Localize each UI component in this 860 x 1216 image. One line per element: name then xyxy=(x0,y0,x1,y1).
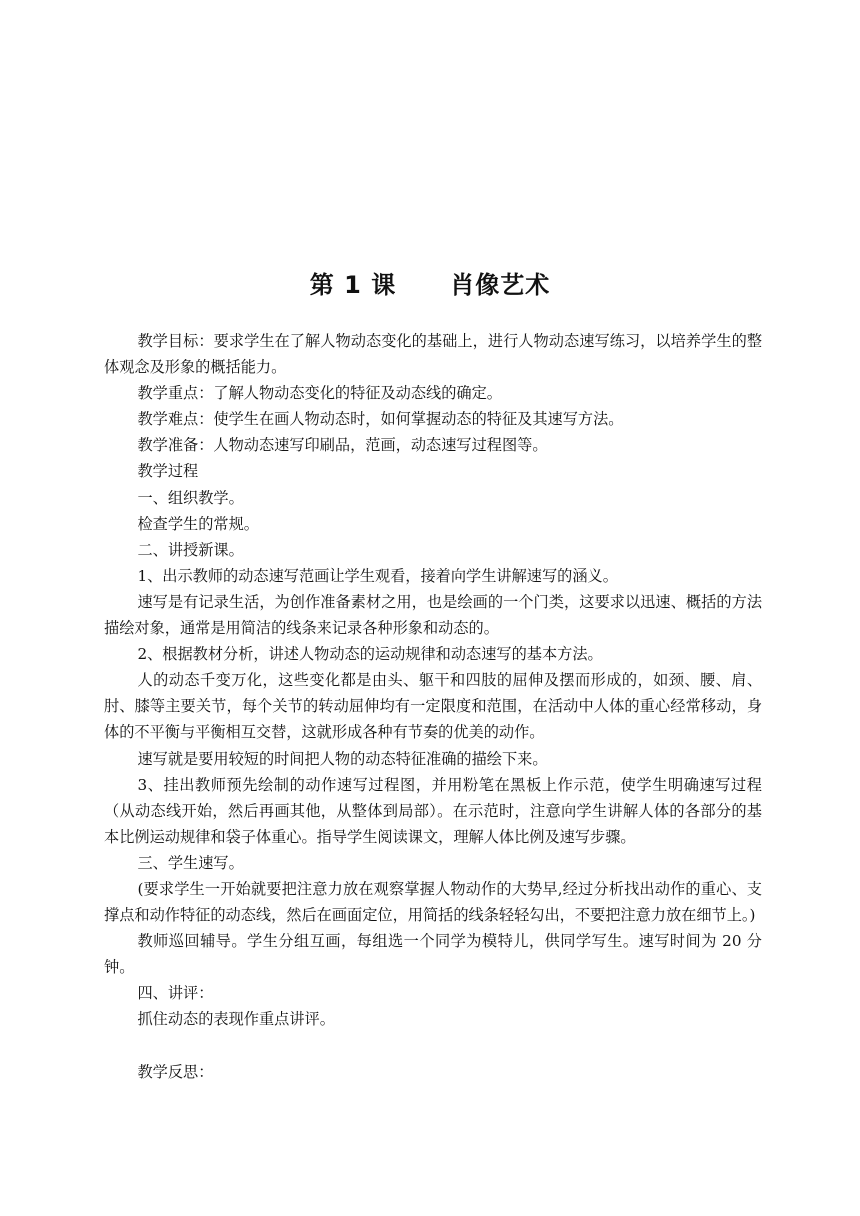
paragraph-check-routine: 检查学生的常规。 xyxy=(137,514,259,533)
paragraph-section-3: 三、学生速写。 xyxy=(137,853,244,872)
blank-line xyxy=(104,1033,762,1059)
paragraph-teaching-goal: 教学目标：要求学生在了解人物动态变化的基础上，进行人物动态速写练习，以培养学生的整体观念及形象的概括能力。 xyxy=(104,332,762,377)
paragraph-step-2: 2、根据教材分析，讲述人物动态的运动规律和动态速写的基本方法。 xyxy=(137,645,603,664)
paragraph-teacher-guidance: 教师巡回辅导。学生分组互画，每组选一个同学为模特儿，供同学写生。速写时间为 20 分钟。 xyxy=(104,932,762,977)
paragraph-key-point: 教学重点：了解人物动态变化的特征及动态线的确定。 xyxy=(137,384,502,403)
paragraph-reflection: 教学反思： xyxy=(137,1062,214,1081)
paragraph-human-motion: 人的动态千变万化，这些变化都是由头、躯干和四肢的屈伸及摆而形成的，如颈、腰、肩、肘、膝等主要关节，每个关节的转动屈伸均有一定限度和范围，在活动中人体的重心经常移动，身体的不平衡与平衡相互交替，这就形成各种有节奏的优美的动作。 xyxy=(104,671,762,742)
paragraph-section-4: 四、讲评： xyxy=(137,984,214,1003)
paragraph-section-2: 二、讲授新课。 xyxy=(137,540,244,559)
paragraph-review-focus: 抓住动态的表现作重点讲评。 xyxy=(137,1010,335,1029)
document-body xyxy=(104,328,762,1085)
paragraph-section-1: 一、组织教学。 xyxy=(137,488,244,507)
paragraph-sketch-purpose: 速写就是要用较短的时间把人物的动态特征准确的描绘下来。 xyxy=(137,749,548,768)
paragraph-step-3: 3、挂出教师预先绘制的动作速写过程图，并用粉笔在黑板上作示范，使学生明确速写过程（从动态线开始，然后再画其他，从整体到局部）。在示范时，注意向学生讲解人体的各部分的基本比例运动规律和袋子体重心。指导学生阅读课文，理解人体比例及速写步骤。 xyxy=(104,775,762,846)
title-lesson-name: 肖像艺术 xyxy=(450,271,551,299)
paragraph-difficulty: 教学难点：使学生在画人物动态时，如何掌握动态的特征及其速写方法。 xyxy=(137,410,624,429)
paragraph-preparation: 教学准备：人物动态速写印刷品，范画，动态速写过程图等。 xyxy=(137,436,548,455)
title-lesson-number: 第 1 课 xyxy=(309,271,397,299)
paragraph-step-1: 1、出示教师的动态速写范画让学生观看，接着向学生讲解速写的涵义。 xyxy=(137,566,618,585)
page-title xyxy=(0,268,860,302)
paragraph-sketch-requirements: (要求学生一开始就要把注意力放在观察掌握人物动作的大势早,经过分析找出动作的重心、支撑点和动作特征的动态线，然后在画面定位，用简括的线条轻轻勾出，不要把注意力放在细节上。) xyxy=(104,879,762,925)
paragraph-sketch-definition: 速写是有记录生活，为创作准备素材之用，也是绘画的一个门类，这要求以迅速、概括的方法描绘对象，通常是用简洁的线条来记录各种形象和动态的。 xyxy=(104,592,762,638)
paragraph-process-heading: 教学过程 xyxy=(137,462,199,481)
